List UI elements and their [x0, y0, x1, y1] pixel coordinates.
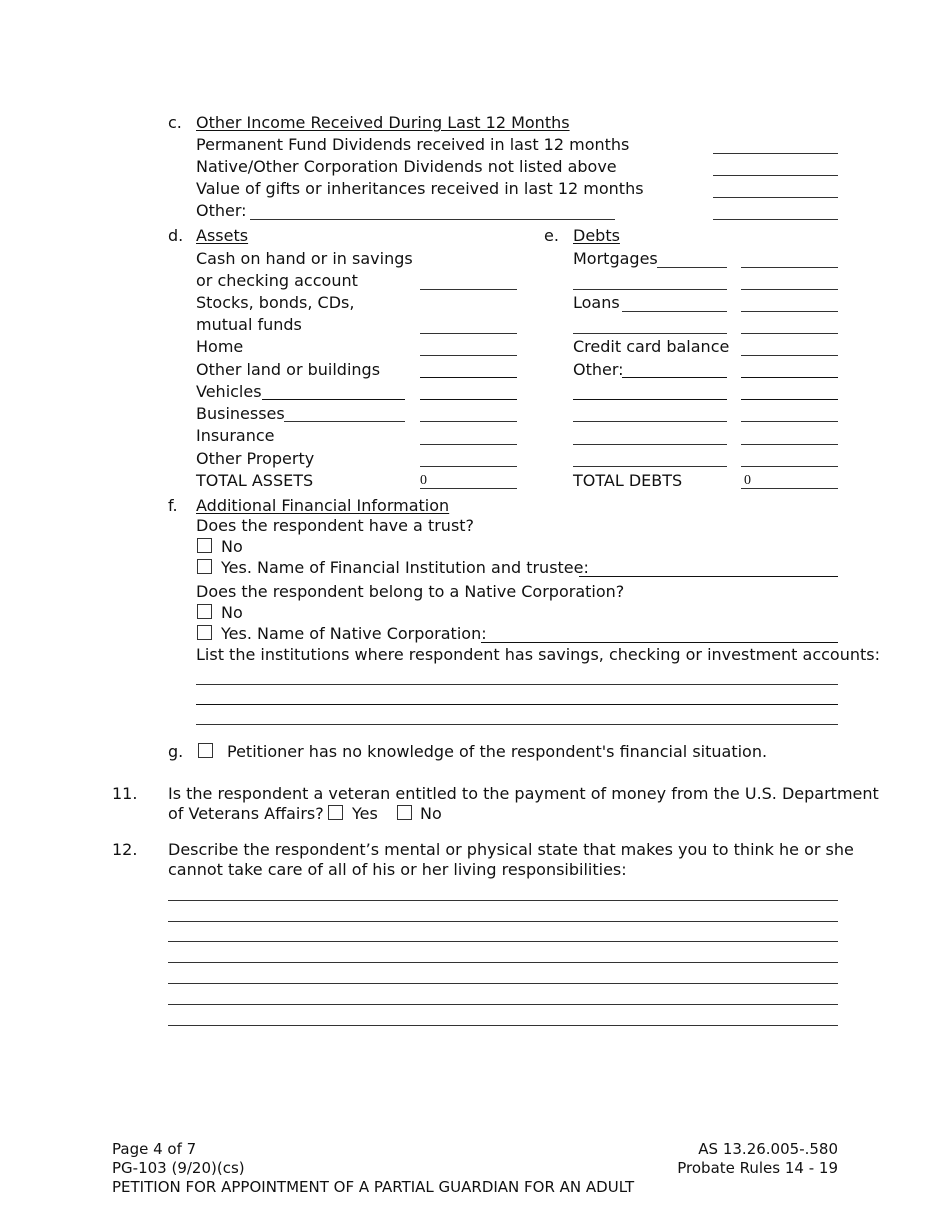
section-c-heading: Other Income Received During Last 12 Months [196, 113, 570, 132]
income-gifts-field[interactable] [713, 197, 838, 198]
footer-statute: AS 13.26.005-.580 [698, 1140, 838, 1158]
assets-other-property-field[interactable] [420, 466, 517, 467]
assets-stocks-label-cont: mutual funds [196, 315, 302, 334]
debts-loans-field[interactable] [741, 311, 838, 312]
debts-loans-label: Loans [573, 293, 620, 312]
q11-number: 11. [112, 784, 138, 803]
assets-other-property-label: Other Property [196, 449, 315, 468]
trust-no-label: No [221, 537, 243, 556]
debts-mortgages-label: Mortgages [573, 249, 658, 268]
assets-cash-field[interactable] [420, 289, 517, 290]
trust-no-checkbox[interactable] [197, 538, 212, 553]
no-knowledge-label: Petitioner has no knowledge of the respondent's financial situation. [227, 742, 768, 761]
assets-insurance-field[interactable] [420, 444, 517, 445]
total-assets-field [420, 488, 517, 489]
debts-extra-description-field-2[interactable] [573, 421, 727, 422]
section-c-letter: c. [168, 113, 182, 132]
footer-form-title: PETITION FOR APPOINTMENT OF A PARTIAL GUARDIAN FOR AN ADULT [112, 1178, 635, 1196]
income-other-amount-field[interactable] [713, 219, 838, 220]
footer-form-code: PG-103 (9/20)(cs) [112, 1159, 245, 1177]
income-item-gifts: Value of gifts or inheritances received in last 12 months [196, 179, 644, 198]
veteran-yes-label: Yes [352, 804, 378, 823]
income-other-label: Other: [196, 201, 247, 220]
assets-insurance-label: Insurance [196, 426, 275, 445]
assets-vehicles-description-field[interactable] [262, 399, 405, 400]
assets-vehicles-label: Vehicles [196, 382, 262, 401]
assets-cash-label: Cash on hand or in savings [196, 249, 413, 268]
assets-other-land-field[interactable] [420, 377, 517, 378]
q12-text-line1: Describe the respondent’s mental or physical state that makes you to think he or she [168, 840, 854, 859]
assets-heading: Assets [196, 226, 249, 245]
corp-question: Does the respondent belong to a Native Corporation? [196, 582, 625, 601]
debts-other-description-field[interactable] [622, 377, 727, 378]
corp-no-label: No [221, 603, 243, 622]
debts-heading: Debts [573, 226, 620, 245]
mental-state-line-1[interactable] [168, 900, 838, 901]
corp-yes-checkbox[interactable] [197, 625, 212, 640]
section-g-letter: g. [168, 742, 184, 761]
q12-text-line2: cannot take care of all of his or her living responsibilities: [168, 860, 627, 879]
debts-other-field[interactable] [741, 377, 838, 378]
q12-number: 12. [112, 840, 138, 859]
institutions-prompt: List the institutions where respondent has savings, checking or investment accounts: [196, 645, 880, 664]
q11-text-line1: Is the respondent a veteran entitled to the payment of money from the U.S. Department [168, 784, 879, 803]
debts-loans-description-field[interactable] [622, 311, 727, 312]
corp-yes-label: Yes. Name of Native Corporation: [221, 624, 487, 643]
debts-mortgages-description-field-2[interactable] [573, 289, 727, 290]
assets-cash-label-cont: or checking account [196, 271, 358, 290]
mental-state-line-7[interactable] [168, 1025, 838, 1026]
corp-name-field[interactable] [481, 642, 838, 643]
debts-extra-description-field-3[interactable] [573, 444, 727, 445]
footer-rules: Probate Rules 14 - 19 [677, 1159, 838, 1177]
debts-other-label: Other: [573, 360, 624, 379]
total-debts-value: 0 [744, 473, 751, 488]
section-d-letter: d. [168, 226, 184, 245]
assets-home-label: Home [196, 337, 244, 356]
income-other-description-field[interactable] [250, 219, 615, 220]
assets-vehicles-field[interactable] [420, 399, 517, 400]
assets-stocks-field[interactable] [420, 333, 517, 334]
total-debts-label: TOTAL DEBTS [573, 471, 683, 490]
assets-other-land-label: Other land or buildings [196, 360, 381, 379]
debts-loans-description-field-2[interactable] [573, 333, 727, 334]
debts-mortgages-field[interactable] [741, 267, 838, 268]
veteran-yes-checkbox[interactable] [328, 805, 343, 820]
assets-businesses-description-field[interactable] [284, 421, 405, 422]
mental-state-line-3[interactable] [168, 941, 838, 942]
debts-extra-field-2[interactable] [741, 421, 838, 422]
income-corp-dividends-field[interactable] [713, 175, 838, 176]
section-f-letter: f. [168, 496, 178, 515]
debts-extra-field-1[interactable] [741, 399, 838, 400]
assets-stocks-label: Stocks, bonds, CDs, [196, 293, 355, 312]
total-assets-label: TOTAL ASSETS [196, 471, 314, 490]
debts-mortgages-description-field[interactable] [657, 267, 727, 268]
institutions-line-2[interactable] [196, 704, 838, 705]
mental-state-line-5[interactable] [168, 983, 838, 984]
footer-page-number: Page 4 of 7 [112, 1140, 197, 1158]
trust-yes-label: Yes. Name of Financial Institution and trustee: [221, 558, 589, 577]
income-pfd-field[interactable] [713, 153, 838, 154]
veteran-no-label: No [420, 804, 442, 823]
assets-home-field[interactable] [420, 355, 517, 356]
debts-credit-card-field[interactable] [741, 355, 838, 356]
q11-text-line2: of Veterans Affairs? [168, 804, 324, 823]
total-assets-value: 0 [420, 473, 427, 488]
income-item-corp-dividends: Native/Other Corporation Dividends not listed above [196, 157, 617, 176]
trust-yes-checkbox[interactable] [197, 559, 212, 574]
debts-extra-field-4[interactable] [741, 466, 838, 467]
veteran-no-checkbox[interactable] [397, 805, 412, 820]
institutions-line-3[interactable] [196, 724, 838, 725]
total-debts-field [741, 488, 838, 489]
no-knowledge-checkbox[interactable] [198, 743, 213, 758]
debts-loans-field-2[interactable] [741, 333, 838, 334]
trust-question: Does the respondent have a trust? [196, 516, 475, 535]
institutions-line-1[interactable] [196, 684, 838, 685]
mental-state-line-2[interactable] [168, 921, 838, 922]
section-f-heading: Additional Financial Information [196, 496, 450, 515]
section-e-letter: e. [544, 226, 559, 245]
debts-credit-card-label: Credit card balance [573, 337, 730, 356]
debts-extra-description-field-1[interactable] [573, 399, 727, 400]
income-item-pfd: Permanent Fund Dividends received in last 12 months [196, 135, 630, 154]
mental-state-line-4[interactable] [168, 962, 838, 963]
debts-extra-field-3[interactable] [741, 444, 838, 445]
assets-businesses-field[interactable] [420, 421, 517, 422]
debts-mortgages-field-2[interactable] [741, 289, 838, 290]
assets-businesses-label: Businesses [196, 404, 285, 423]
corp-no-checkbox[interactable] [197, 604, 212, 619]
debts-extra-description-field-4[interactable] [573, 466, 727, 467]
trust-name-field[interactable] [579, 576, 838, 577]
mental-state-line-6[interactable] [168, 1004, 838, 1005]
